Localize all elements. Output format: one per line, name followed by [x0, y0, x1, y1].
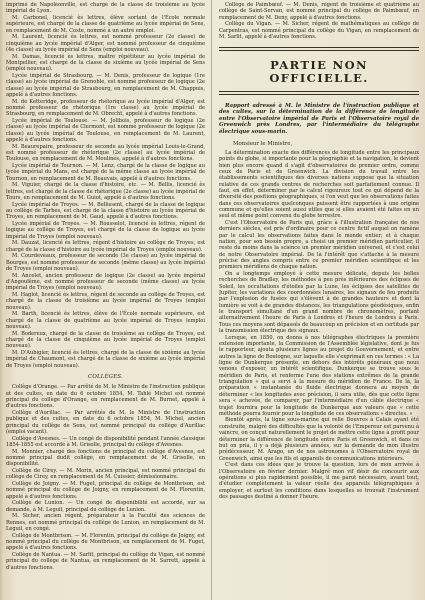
paragraph: M. Dauzat, licencié ès lettres, régent d'histoire au collège de Troyes, est chargé de la classe d'histoire au lycée impérial de Troyes (emploi nouveau).: [6, 240, 205, 253]
paragraph: M. D'Aubigier, licencié ès lettres, chargé de la classe de sixième au lycée impérial de Chaumont, est chargé de la classe de sixième au lycée impérial de Troyes (emploi nouveau).: [6, 349, 205, 369]
section-divider: [219, 91, 419, 95]
paragraph: C'est dans ces idées que je trouve la question, lors de mon arrivée à l'Observatoire en février dernier. Malgré mon vif désir de concourir aux opérations si plus rapidement possible, il me parut nécessaire, avant tout, d'étudier complètement la valeur réelle des appareils télégraphiques à employer, et surtout les conditions dans lesquelles se trouvait l'instrument des passages destiné à donner l'heure.: [219, 462, 419, 500]
section-divider: [219, 47, 419, 51]
paragraph: M. Haglot, licencié ès lettres, régent de seconde au collège de Troyes, est chargé de la classe de troisième au lycée impérial de Troyes (emploi nouveau).: [6, 291, 205, 311]
paragraph: Lycée impérial de Strasbourg. — M. Denis, professeur de logique (1re classe) au lycée impérial de Grenoble, est nommé professeur de logique (2e classe) au lycée impérial de Strasbourg, en remplacement de M. Chappuis, appelé à d'autres fonctions.: [6, 72, 205, 98]
left-column: [6, 2, 205, 594]
paragraph: Collège de Paimbœuf. — M. Denis, régent de troisième et quatrième au collège de Saint-Servan, est nommé principal du collège de Paimbœuf, en remplacement de M. Deny, appelé à d'autres fonctions.: [219, 2, 419, 21]
paragraph: Collège de Cirey. — M. Morin, ancien principal, est nommé principal du collège de Cirey, en remplacement de M. Cuissier, démissionnaire.: [6, 467, 205, 481]
paragraph: Lycée impérial de Toulouse. — M. Jolibois, professeur de logique (2e classe) au lycée impérial de Clermont, est nommé professeur de logique (2e classe) au lycée impérial de Toulouse, en remplacement de M. Laurent, appelé à d'autres fonctions.: [6, 117, 205, 143]
paragraph: M. Laurent, licencié ès lettres, est nommé professeur (2e classe) de cinquième au lycée impérial d'Alger, est nommé professeur de cinquième (4e classe) au lycée impérial de Sens (emploi nouveau).: [6, 34, 205, 53]
paragraph: M. Carbonel, licencié ès lettres, élève sortant de l'École normale supérieure, est chargé de la classe de quatrième au lycée impérial de Sens, en remplacement de M. Coste, nommé à un autre emploi.: [6, 14, 205, 34]
paragraph: M. Damas, licencié ès lettres, maître répétiteur au lycée impérial de Montpellier, est chargé de la classe de sixième au lycée impérial de Sens (emploi nouveau).: [6, 53, 205, 73]
paragraph: M. Beaurepaire, professeur de seconde au lycée impérial Louis-le-Grand, est nommé professeur de rhétorique (2e classe) au lycée impérial de Toulouse, en remplacement de M. Moulines, appelé à d'autres fonctions.: [6, 143, 205, 163]
lycee-appointments: [6, 2, 205, 369]
paragraph: Lycée impérial de Tournon. — M. Lenz, chargé de la classe de logique au lycée impérial du Mans, est chargé de la même classe au lycée impérial de Tournon, en remplacement de M. Beauvais, appelé à d'autres fonctions.: [6, 162, 205, 182]
column-divider: [211, 0, 212, 600]
paragraph: Collège de Joigny. — M. Fuget, principal du collège de Montbrison, est nommé principal du collège de Joigny, en remplacement de M. Florentin, appelé à d'autres fonctions.: [6, 480, 205, 500]
paragraph: M. Bodereux, chargé de la classe de troisième au collège de Troyes, est chargé de la classe de cinquième au lycée impérial de Troyes (emploi nouveau).: [6, 330, 205, 350]
paragraph: C'est l'Observatoire de Paris qui, grâce à l'illustration française de nos derniers siècles, est pris d'ordinaire pour ce centre fictif auquel on ramène par le calcul les observations faites dans le monde entier; et à chaque nation, pour son besoin propre, a choisi un premier méridien particulier, il reste du moins dans la science un premier méridien universel, et c'est celui de notre Observatoire impérial. De là l'intérêt que s'attache à la mesure précise des angles compris entre ce premier méridien scientifique et les premiers méridiens de chaque nation.: [219, 219, 419, 271]
paragraph: Collège de Nantua. — M. Sarlit, principal du collège du Vigan, est nommé principal du collège de Nantua, en remplacement de M. Sarrett, appelé à d'autres fonctions.: [6, 551, 205, 571]
paragraph: Collège de Lunion. — Un congé de disponibilité est accordé, sur sa demande, à M. Leguil, principal du collège de Lunion.: [6, 500, 205, 513]
paragraph: Lorsque, en 1850, on donna à nos télégraphes électriques la première extension importante, la Commission de l'Assemblée législative, dont je fus le rapporteur, ajouta plusieurs lignes au projet du Gouvernement, et entre autres la ligne de Boulogne, sur laquelle elle s'exprimait en ces termes : « La ligne de Dunkerque présente, en dehors des intérêts généraux que nous venons d'exposer, un intérêt scientifique. Dunkerque se trouve sous le méridien de Paris, et renferme l'une des stations extrêmes de la grande triangulation « qui a servi à la mesure du méridien de France. De là, la préparation « instantanée du fluide électrique donnera au moyen de déterminer « les longitudes avec précision, il sera utile, dès que cette ligne sera « achevée, de comparer, par l'intermédiaire d'un câble électrique « trajet fournira pour la longitude de Dunkerque aux valeurs que « cette méthode pourra fournir pour la longitude de ces observations « directes. »: [219, 334, 419, 417]
paragraph: Lycée impérial de Troyes. — M. Bellissent, chargé de la classe de logique au collège de Tarbes, est chargé de la classe d'histoire au lycée impérial de Troyes, en remplacement de M. Gaud, appelé à d'autres fonctions.: [6, 201, 205, 221]
paragraph: M. de Ketteridge, professeur de rhétorique au lycée impérial d'Alger, est nommé professeur de rhétorique (1re classe) au lycée impérial de Strasbourg, en remplacement de M. Obrecht, appelé à d'autres fonctions.: [6, 98, 205, 118]
right-column: [219, 2, 419, 594]
report-heading: Rapport adressé à M. le Ministre de l'instruction publique et des cultes, sur la détermination de la différence de longitude entre l'Observatoire impérial de Paris et l'Observatoire royal de Greenwich près Londres, par l'intermédiaire du télégraphe électrique sous-marin.: [219, 102, 419, 135]
paragraph: imprimé de Napoléonville, est chargé de la classe de troisième au lycée impérial de Lyon.: [6, 2, 205, 15]
paragraph: M. Ancelet, ancien professeur de logique (2e classe) au lycée impérial d'Angoulême, est nommé professeur de seconde (même classe) au lycée impérial de Troyes (emploi nouveau).: [6, 272, 205, 292]
paragraph: Collège d'Avesnes. — Un congé de disponibilité pendant l'année classique 1854-1855 est accordé à M. Grisolle, principal du collège d'Avesnes.: [6, 435, 205, 448]
section-title-colleges: COLLÈGES.: [88, 373, 123, 380]
paragraph: On a longtemps employé à cette mesure délicate, depuis les belles recherches de Bradley, les méthodes à peu près inférieures des éclipses de Soleil, les occultations d'étoiles par la Lune, les éclipses des satellites de Jupiter, les variations des coordonnées lunaires, les signaux de feu produits par l'explosion de fusées qui s'élèvent à de grandes hauteurs et dont la lumière se voit à de grandes distances, les triangulations géodésiques, enfin le transport simultané d'un grand nombre de chronomètres, portant alternativement l'heure de Paris à Londres et l'heure de Londres à Paris. Tous ces moyens sont dépassés de beaucoup en précision et en certitude par la transmission électrique des signaux.: [219, 270, 419, 335]
salutation: Monsieur le Ministre,: [233, 140, 293, 147]
paragraph: M. Courdeveaux, professeur de seconde (3e classe) au lycée impérial de Bourges, est nommé professeur de seconde (même classe) au lycée impérial de Troyes (emploi nouveau).: [6, 253, 205, 272]
college-appointments: [6, 384, 205, 571]
paragraph: Collège d'Aurillac. — Par arrêtés de M. le Ministre de l'instruction publique et des cultes, en date du 6 octobre 1854, M. Michel, ancien principal du collège de Sens, est nommé principal du collège d'Aurillac (emploi vacant).: [6, 409, 205, 435]
paragraph: M. Sicher, ancien régent, préparateur à la Faculté des sciences de Rennes, est nommé principal du collège de Lunion, en remplacement de M. Leguil, en congé.: [6, 513, 205, 532]
paragraph: Collège du Vigan. — M. Sicher, régent de mathématiques au collège de Carpentras, est nommé principal du collège du Vigan, en remplacement de M. Sarlit, appelé à d'autres fonctions.: [219, 21, 419, 41]
paragraph: Collège d'Orange. — Par arrêté de M. le Ministre de l'instruction publique et des cultes, en date du 6 octobre 1854, M. Tahlé Michel est nommé principal du collège d'Orange, en remplacement de M. Burnet, appelé à d'autres fonctions.: [6, 384, 205, 410]
paragraph: Lycée impérial de Troyes. — M. Rousselot, licencié ès lettres, régent de logique au collège de Troyes, est chargé de la classe de logique au lycée impérial de Troyes (emploi nouveau).: [6, 220, 205, 240]
paragraph: Bientôt après, la ligne sous-marine qui relie Douvres à Calais ayant été construite, malgré des difficultés que la volonté de l'Empereur est parvenu à vaincre, on conçut naturellement le projet de mettre cette ligne à profit pour déterminer la différence de longitude entre Paris et Greenwich, et dans ce but on pria, il y a déjà plusieurs années, sur la demande de mon illustre prédécesseur, M. Arago, un de nos astronomes à l'Observatoire royal de Greenwich, ainsi que les fils et appareils de communications intérieurs.: [219, 417, 419, 462]
partie-non-officielle-title: PARTIE NON OFFICIELLE.: [269, 57, 369, 85]
paragraph: La détermination exacte des différences de longitude entre les principaux points du globe, si importante pour la géographie et la navigation, le devient bien plus encore quand il s'agit d'observatoires de premier ordre, comme ceux de Paris et de Greenwich. La division du travail entre les établissements scientifiques des diverses nations suppose que la situation relative de ces grands centres de recherches soit parfaitement connue. Il faut, en effet, déterminer par le calcul rigoureux tout ce qui dépend de la diversité des positions géographiques, si l'on veut que les observations faites dans ces observatoires quelconques puissent être rapportées à une origine commune et qu'elles soient aussi utiles que si elles avaient été faites en un seul et même point convenu du globe terrestre.: [219, 149, 419, 220]
paragraph: M. Monnier, chargé des fonctions de principal du collège d'Avesnes, est nommé principal dudit collège, en remplacement de M. Grisolle, en disponibilité.: [6, 448, 205, 468]
page-binding-shadow: [0, 0, 4, 600]
paragraph: M. Viguier, chargé de la classe d'histoire, etc. — M. Bellis, licencié ès lettres, est chargé de la classe de rhétorique (2e classe) au lycée impérial de Tours, en remplacement de M. Guiot, appelé à d'autres fonctions.: [6, 182, 205, 201]
paragraph: M. Barth, licencié ès lettres, élève de l'École normale supérieure, est chargé de la classe de quatrième au lycée impérial de Troyes (emploi nouveau).: [6, 311, 205, 330]
paragraph: Collège de Montbrison. — M. Florentin, principal du collège de Joigny, est nommé principal du collège de Montbrison, en remplacement de M. Fuget, appelé à d'autres fonctions.: [6, 532, 205, 552]
